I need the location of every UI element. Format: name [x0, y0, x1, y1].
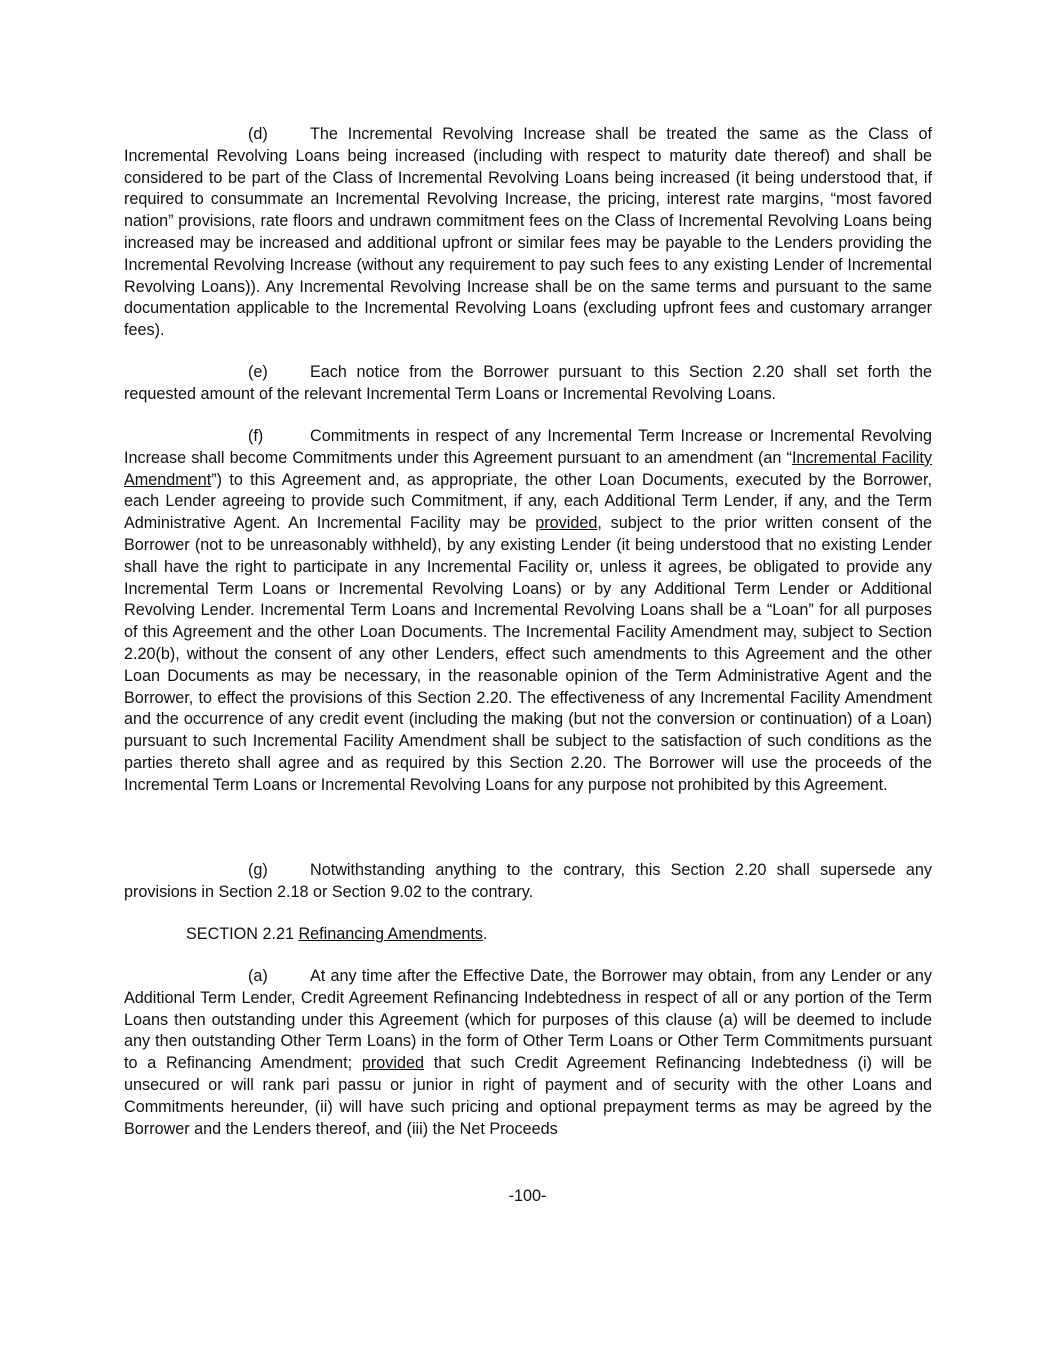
provided-term: provided: [361, 1054, 424, 1073]
paragraph-a: [124, 966, 932, 1140]
page-number: -100-: [508, 1187, 547, 1205]
paragraph-text: Each notice from the Borrower pursuant to this Section 2.20 shall set forth the requested amount of the relevant Incremental Term Loans or Incremental Revolving Loans.: [124, 363, 932, 403]
section-title-period: .: [482, 925, 488, 943]
section-label: SECTION 2.21: [186, 925, 299, 943]
paragraph-text: Notwithstanding anything to the contrary, this Section 2.20 shall supersede any provisions in Section 2.18 or Section 9.02 to the contrary.: [124, 861, 932, 901]
paragraph-g: [124, 860, 932, 904]
paragraph-text-part-2: that such Credit Agreement Refinancing Indebtedness (i) will be unsecured or will rank pari passu or junior in right of payment and of security with the other Loans and Commitments hereunder, (ii) will have such pricing and optional prepayment terms as may be agreed by the Borrower and the Lenders thereof, and (iii) the Net Proceeds: [124, 1054, 932, 1138]
section-title: Refinancing Amendments: [298, 925, 483, 943]
section-heading-2-21: [186, 924, 487, 946]
provided-term: provided: [535, 514, 598, 533]
paragraph-text-part-1: Commitments in respect of any Incremental Term Increase or Incremental Revolving Increase shall become Commitments under this Agreement pursuant to an amendment (an “: [124, 427, 932, 467]
paragraph-f: [124, 426, 932, 797]
paragraph-number: (e): [248, 363, 268, 381]
paragraph-number: (g): [248, 861, 268, 879]
paragraph-number: (d): [248, 125, 268, 143]
paragraph-e: [124, 362, 932, 406]
paragraph-number: (f): [248, 427, 264, 445]
paragraph-text-part-3: , subject to the prior written consent of the Borrower (not to be unreasonably withheld), by any existing Lender (it being understood that no existing Lender shall have the right to participate in any Incremental Facility or, unless it agrees, be obligated to provide any Incremental Term Loans or Incremental Revolving Loans) or by any Additional Term Lender or Additional Revolving Lender. Incremental Term Loans and Incremental Revolving Loans shall be a “Loan” for all purposes of this Agreement and the other Loan Documents. The Incremental Facility Amendment may, subject to Section 2.20(b), without the consent of any other Lenders, effect such amendments to this Agreement and the other Loan Documents as may be necessary, in the reasonable opinion of the Term Administrative Agent and the Borrower, to effect the provisions of this Section 2.20. The effectiveness of any Incremental Facility Amendment and the occurrence of any credit event (including the making (but not the conversion or continuation) of a Loan) pursuant to such Incremental Facility Amendment shall be subject to the satisfaction of such conditions as the parties thereto shall agree and as required by this Section 2.20. The Borrower will use the proceeds of the Incremental Term Loans or Incremental Revolving Loans for any purpose not prohibited by this Agreement.: [124, 514, 932, 794]
paragraph-number: (a): [248, 967, 268, 985]
paragraph-text: The Incremental Revolving Increase shall be treated the same as the Class of Incremental Revolving Loans being increased (including with respect to maturity date thereof) and shall be considered to be part of the Class of Incremental Revolving Loans being increased (it being understood that, if required to consummate an Incremental Revolving Increase, the pricing, interest rate margins, “most favored nation” provisions, rate floors and undrawn commitment fees on the Class of Incremental Revolving Loans being increased may be increased and additional upfront or similar fees may be payable to the Lenders providing the Incremental Revolving Increase (without any requirement to pay such fees to any existing Lender of Incremental Revolving Loans)). Any Incremental Revolving Increase shall be on the same terms and pursuant to the same documentation applicable to the Incremental Revolving Loans (excluding upfront fees and customary arranger fees).: [124, 125, 932, 340]
defined-term-incremental-facility-amendment: Incremental Facility Amendment: [124, 448, 932, 489]
paragraph-text-part-1: At any time after the Effective Date, the Borrower may obtain, from any Lender or any Additional Term Lender, Credit Agreement Refinancing Indebtedness in respect of all or any portion of the Term Loans then outstanding under this Agreement (which for purposes of this clause (a) will be deemed to include any then outstanding Other Term Loans) in the form of Other Term Loans or Other Term Commitments pursuant to a Refinancing Amendment;: [124, 967, 932, 1073]
paragraph-text-part-2: ”) to this Agreement and, as appropriate, the other Loan Documents, executed by the Borrower, each Lender agreeing to provide such Commitment, if any, each Additional Term Lender, if any, and the Term Administrative Agent. An Incremental Facility may be: [124, 470, 932, 533]
paragraph-d: [124, 124, 932, 342]
